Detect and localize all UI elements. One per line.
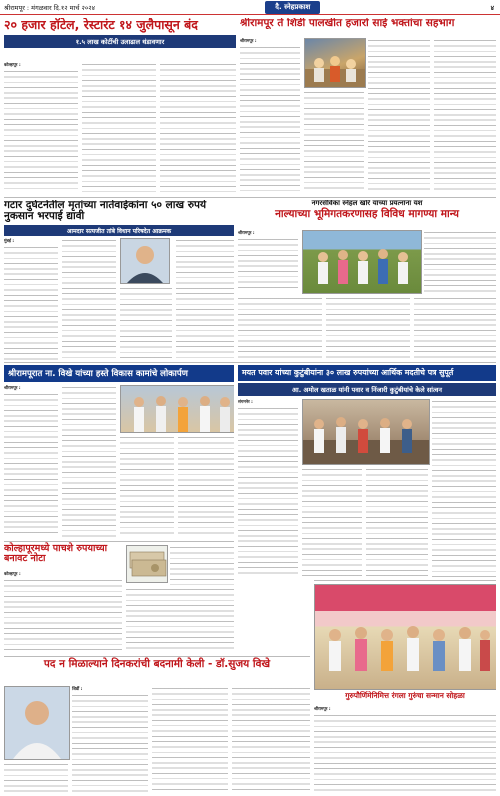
fake-notes-photo	[126, 545, 168, 583]
story-palkhi-col1	[240, 38, 300, 192]
story-sujay-col1	[72, 686, 148, 792]
story-palkhi-col4	[434, 38, 496, 192]
story-nala-kicker: नगरसेविका स्नेहल खोरे यांच्या प्रयत्नांना यश	[311, 200, 423, 207]
story-pawar	[238, 365, 496, 577]
story-sewer-col1	[4, 238, 58, 360]
page-number: ४	[490, 3, 494, 12]
story-sewer-dateline: मुंबई :	[4, 238, 15, 243]
section-divider	[4, 197, 496, 198]
gurupurnima-photo	[314, 584, 496, 690]
story-vikhe-col2	[62, 385, 116, 537]
story-hotels-col1	[4, 62, 78, 192]
story-sujay-col3	[232, 686, 310, 792]
story-fake-notes-col3	[170, 545, 234, 585]
story-sewer-subhead: आमदार सत्यजीत तांबे विधान परिषदेत आक्रमक	[4, 225, 234, 236]
story-nala-col6	[414, 296, 496, 360]
story-hotels-dateline: कोल्हापूर :	[4, 62, 21, 67]
story-vikhe-col4	[178, 435, 234, 537]
date-line: श्रीरामपूर : मंगळवार दि.१२ मार्च २०२४	[4, 3, 96, 12]
pawar-photo	[302, 399, 430, 465]
story-fake-notes-col2	[126, 587, 234, 653]
story-gurupurnima-headline: गुरुपौर्णिमेनिमित्त रंगला गुरुंचा सन्मान सोहळा	[345, 691, 465, 700]
story-pawar-col3	[366, 467, 428, 577]
story-pawar-col2	[302, 467, 362, 577]
vikhe-photo	[120, 385, 234, 433]
story-hotels-col2	[82, 62, 156, 192]
story-gurupurnima-body	[314, 706, 496, 792]
story-nala-dateline: श्रीरामपूर :	[238, 230, 255, 235]
story-nala-col1	[238, 230, 298, 292]
story-palkhi-headline: श्रीरामपूर ते शिर्डी पालखीत हजारो साई भक्तांचा सहभाग	[240, 18, 455, 29]
story-palkhi-dateline: श्रीरामपूर :	[240, 38, 257, 43]
story-sujay-col2	[152, 686, 228, 792]
story-pawar-dateline: संगमनेर :	[238, 399, 253, 404]
story-vikhe-col3	[120, 435, 174, 537]
story-palkhi-col3	[368, 38, 430, 192]
story-nala-col5	[326, 296, 410, 360]
masthead	[0, 0, 500, 15]
story-nala	[238, 200, 496, 360]
story-sewer-col2	[62, 238, 116, 360]
story-palkhi	[240, 18, 496, 194]
story-vikhe	[4, 365, 234, 537]
story-pawar-col1	[238, 399, 298, 577]
section-divider-2	[4, 362, 496, 363]
story-nala-col3	[424, 230, 496, 292]
story-sewer-headline: गटार दुर्घटनेतील मृतांच्या नातेवाईकांना ५० लाख रुपये नुकसान भरपाई द्यावी	[4, 200, 207, 223]
story-sujay-headline: पद न मिळाल्याने दिनकरांची बदनामी केली - डॉ.सुजय विखे	[43, 658, 271, 670]
story-vikhe-headline: श्रीरामपूरात ना. विखे यांच्या हस्ते विकास कामांचे लोकार्पण	[4, 365, 234, 382]
palkhi-photo	[304, 38, 366, 88]
story-pawar-subhead: आ. अमोल खताळ यांनी पवार व निंजारी कुटुंबीयांचे केले सांत्वन	[238, 383, 496, 396]
story-hotels-col3	[160, 62, 236, 192]
story-sewer-col3	[120, 286, 172, 360]
story-pawar-col4	[432, 399, 496, 577]
story-gurupurnima-dateline: श्रीरामपूर :	[314, 706, 331, 711]
story-fake-notes	[4, 541, 234, 653]
story-sewer	[4, 200, 234, 360]
mla-portrait	[120, 238, 170, 284]
sujay-portrait	[4, 686, 70, 760]
story-sujay-col0	[4, 762, 68, 792]
story-hotels	[4, 18, 236, 194]
story-nala-col4	[238, 296, 322, 360]
paper-name: दै. स्नेहप्रकाश	[265, 1, 320, 14]
story-palkhi-col2	[304, 90, 364, 192]
story-sewer-col4	[176, 238, 234, 360]
story-gurupurnima	[314, 580, 496, 792]
story-fake-notes-col1	[4, 571, 122, 653]
story-pawar-headline: मयत पवार यांच्या कुटुंबीयांना ३० लाख रुपयांच्या आर्थिक मदतीचे पत्र सुपूर्त	[238, 365, 496, 381]
story-sujay	[4, 656, 310, 792]
story-hotels-subhead: १.५ लाख कोटींची उलाढाल थंडावणार	[4, 35, 236, 48]
nala-photo	[302, 230, 422, 294]
story-fake-notes-headline: कोल्हापूरमध्ये पाचशे रुपयाच्या बनावट नोटा	[4, 543, 108, 564]
story-vikhe-col1	[4, 385, 58, 537]
story-hotels-headline: २० हजार हॉटेल, रेस्टारंट १४ जुलैपासून बंद	[4, 18, 198, 32]
story-sujay-dateline: शिर्डी :	[72, 686, 83, 691]
story-nala-headline: नाल्याच्या भूमिगतकरणासह विविध मागण्या मान्य	[275, 208, 459, 221]
story-fake-notes-dateline: कोल्हापूर :	[4, 571, 21, 576]
story-vikhe-dateline: श्रीरामपूर :	[4, 385, 21, 390]
